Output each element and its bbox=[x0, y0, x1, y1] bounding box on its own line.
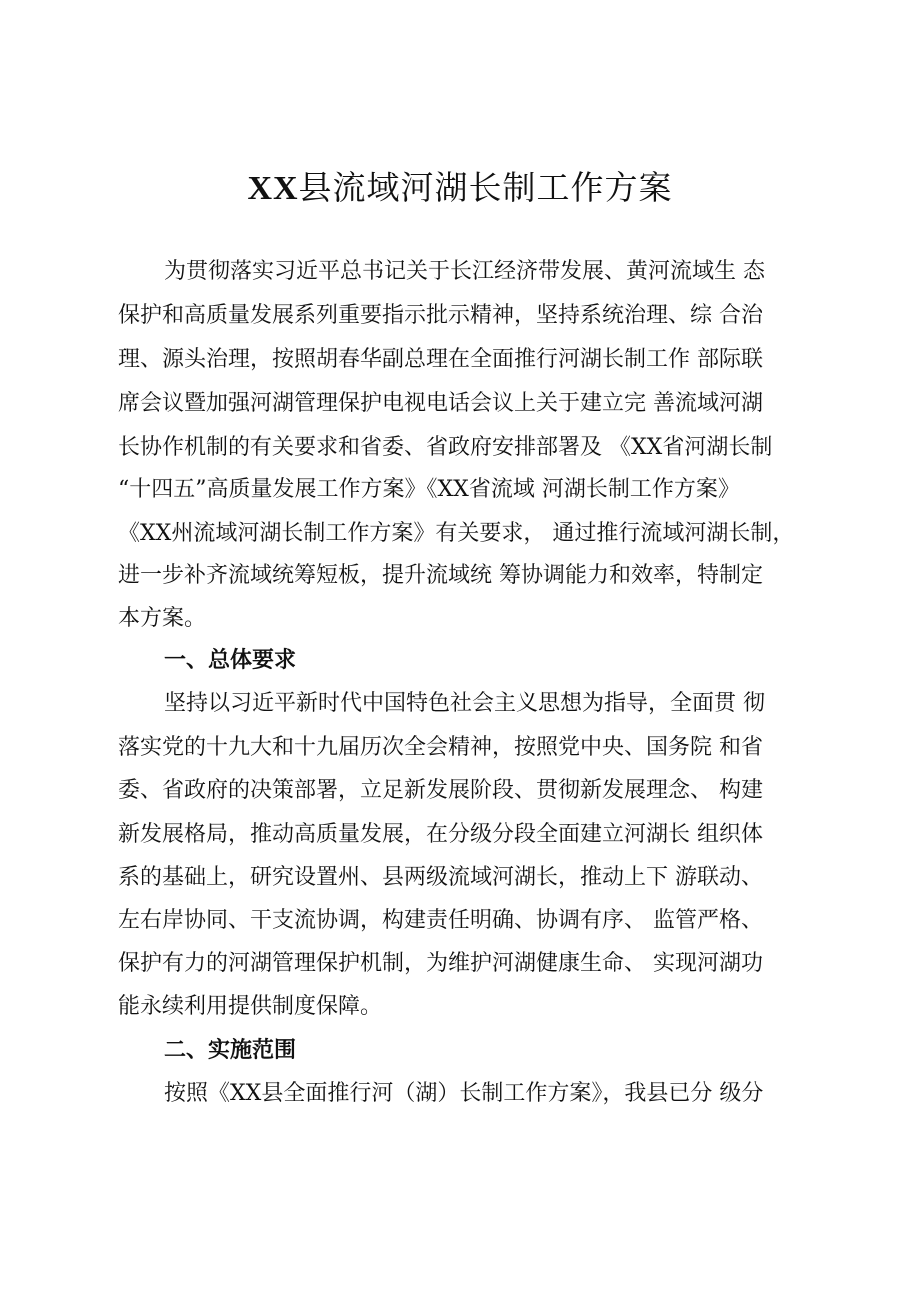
intro-line-4: 席会议暨加强河湖管理保护电视电话会议上关于建立完 善流域河湖 bbox=[118, 391, 763, 416]
intro-line-3: 理、源头治理，按照胡春华副总理在全面推行河湖长制工作 部际联 bbox=[118, 347, 763, 372]
intro-line-2: 保护和高质量发展系列重要指示批示精神，坚持系统治理、综 合治 bbox=[118, 303, 763, 328]
section-heading-general-requirements: 一、总体要求 bbox=[164, 648, 297, 673]
section-heading-scope: 二、实施范围 bbox=[164, 1038, 297, 1063]
section1-line-8: 能永续利用提供制度保障。 bbox=[118, 994, 383, 1019]
title-prefix: XX bbox=[247, 170, 299, 207]
section1-line-3: 委、省政府的决策部署，立足新发展阶段、贯彻新发展理念、 构建 bbox=[118, 778, 763, 803]
document-title bbox=[0, 166, 920, 211]
section1-line-4: 新发展格局，推动高质量发展，在分级分段全面建立河湖长 组织体 bbox=[118, 822, 763, 847]
section1-line-6: 左右岸协同、干支流协调，构建责任明确、协调有序、 监管严格、 bbox=[118, 908, 763, 933]
section2-line-1: 按照《XX县全面推行河（湖）长制工作方案》，我县已分 级分 bbox=[164, 1081, 764, 1106]
intro-line-6: “十四五”高质量发展工作方案》《XX省流域 河湖长制工作方案》 bbox=[118, 477, 740, 502]
section1-line-5: 系的基础上，研究设置州、县两级流域河湖长，推动上下 游联动、 bbox=[118, 865, 763, 890]
section1-line-2: 落实党的十九大和十九届历次全会精神，按照党中央、国务院 和省 bbox=[118, 735, 763, 760]
intro-line-8: 进一步补齐流域统筹短板，提升流域统 筹协调能力和效率，特制定 bbox=[118, 563, 763, 588]
intro-line-7: 《XX州流域河湖长制工作方案》有关要求， 通过推行流域河湖长制， bbox=[118, 521, 795, 546]
intro-line-9: 本方案。 bbox=[118, 606, 207, 631]
section1-line-7: 保护有力的河湖管理保护机制，为维护河湖健康生命、 实现河湖功 bbox=[118, 951, 763, 976]
intro-line-1: 为贯彻落实习近平总书记关于长江经济带发展、黄河流域生 态 bbox=[164, 259, 765, 284]
intro-line-5: 长协作机制的有关要求和省委、省政府安排部署及 《XX省河湖长制 bbox=[118, 435, 773, 460]
section1-line-1: 坚持以习近平新时代中国特色社会主义思想为指导，全面贯 彻 bbox=[164, 691, 765, 716]
title-text: 县流域河湖长制工作方案 bbox=[298, 168, 673, 207]
